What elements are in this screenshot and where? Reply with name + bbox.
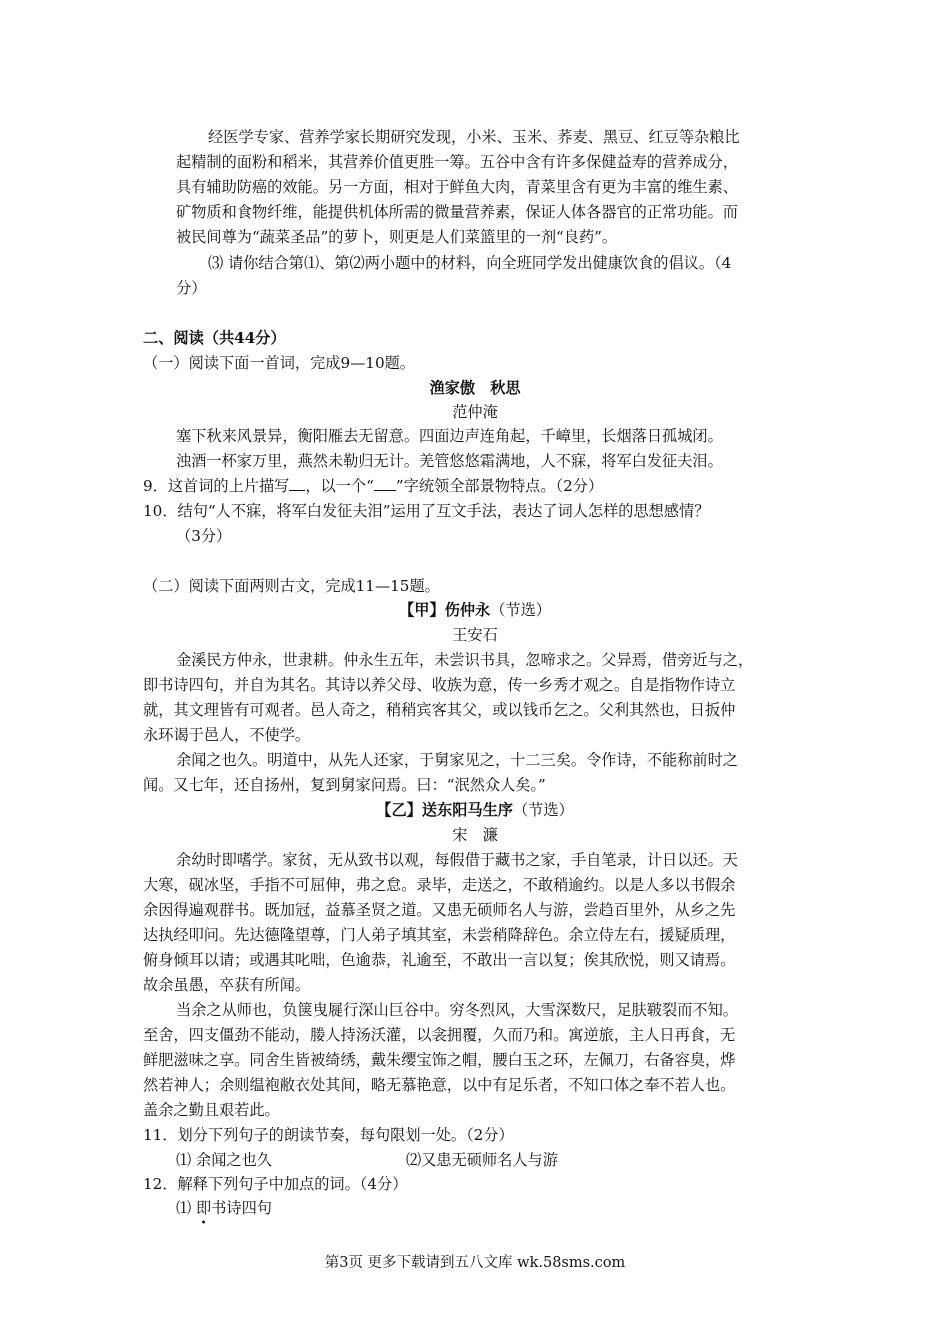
yi-note: （节选） (512, 801, 574, 819)
passage-line: 经医学专家、营养学家长期研究发现，小米、玉米、荞麦、黑豆、红豆等杂粮比 (208, 128, 740, 146)
yi-line: 至舍，四支僵劲不能动，媵人持汤沃灌，以衾拥覆，久而乃和。寓逆旅，主人日再食，无 (143, 1026, 736, 1044)
q9-text: ”字统领全部景物特点。（2分） (395, 477, 604, 495)
question-12-a (176, 1196, 272, 1220)
yi-title (0, 798, 950, 822)
passage-line: 起精制的面粉和稻米，其营养价值更胜一筹。五谷中含有许多保健益寿的营养成分， (176, 153, 738, 171)
q12-rest: 书诗四句 (211, 1199, 272, 1217)
jia-line: 就，其文理皆有可观者。邑人奇之，稍稍宾客其父，或以钱币乞之。父利其然也，日扳仲 (143, 701, 736, 719)
poem-title: 渔家傲 秋思 (429, 379, 521, 397)
q9-text: 9．这首词的上片描写 (143, 477, 290, 495)
question-11-b: ⑵又患无硕师名人与游 (406, 1151, 558, 1169)
yi-line: 当余之从师也，负箧曳屣行深山巨谷中。穷冬烈风，大雪深数尺，足肤皲裂而不知。 (176, 1001, 738, 1019)
yi-line: 故余虽愚，卒获有所闻。 (143, 976, 311, 994)
yi-line: 达执经叩问。先达德隆望尊，门人弟子填其室，未尝稍降辞色。余立侍左右，援疑质理， (143, 926, 736, 944)
yi-line: 余幼时即嗜学。家贫，无从致书以观，每假借于藏书之家，手自笔录，计日以还。天 (176, 851, 738, 869)
question-12: 12．解释下列句子中加点的词。（4分） (143, 1175, 408, 1193)
q12-prefix: ⑴ (176, 1199, 197, 1217)
jia-line: 永环谒于邑人，不使学。 (143, 726, 311, 744)
jia-name: 伤仲永 (444, 601, 491, 619)
yi-line: 余因得遍观群书。既加冠，益慕圣贤之道。又患无硕师名人与游，尝趋百里外，从乡之先 (143, 901, 736, 919)
jia-author: 王安石 (452, 626, 498, 644)
poem-line: 浊酒一杯家万里，燕然未勒归无计。羌管悠悠霜满地，人不寐，将军白发征夫泪。 (176, 452, 723, 470)
section-title: 二、阅读（共44分） (143, 329, 286, 347)
question-11-a: ⑴ 余闻之也久 (176, 1151, 272, 1169)
yi-author: 宋 濂 (452, 826, 498, 844)
question-9 (143, 474, 603, 498)
question-3-cont: 分） (176, 279, 207, 297)
part2-intro: （二）阅读下面两则古文，完成11—15题。 (143, 577, 440, 595)
page-footer: 第3页 更多下载请到五八文库 wk.58sms.com (324, 1255, 626, 1271)
question-10-cont: （3分） (176, 527, 232, 545)
dotted-word: 即 (196, 1199, 212, 1217)
yi-bracket: 【乙】 (376, 801, 422, 819)
jia-bracket: 【甲】 (399, 601, 445, 619)
answer-blank[interactable] (374, 476, 396, 491)
jia-line: 余闻之也久。明道中，从先人还家，于舅家见之，十二三矣。令作诗，不能称前时之 (176, 751, 738, 769)
yi-line: 然若神人；余则缊袍敝衣处其间，略无慕艳意，以中有足乐者，不知口体之奉不若人也。 (143, 1076, 736, 1094)
yi-line: 俯身倾耳以请；或遇其叱咄，色逾恭，礼逾至，不敢出一言以复；俟其欣悦，则又请焉。 (143, 951, 736, 969)
jia-note: （节选） (490, 601, 551, 619)
poem-line: 塞下秋来风景异，衡阳雁去无留意。四面边声连角起，千嶂里，长烟落日孤城闭。 (176, 427, 723, 445)
q9-text: ，以一个“ (305, 477, 374, 495)
yi-line: 大寒，砚冰坚，手指不可屈伸，弗之怠。录毕，走送之，不敢稍逾约。以是人多以书假余 (143, 876, 736, 894)
yi-line: 鲜肥滋味之享。同舍生皆被绮绣，戴朱缨宝饰之帽，腰白玉之环，左佩刀，右备容臭，烨 (143, 1051, 736, 1069)
poem-author: 范仲淹 (452, 403, 498, 421)
jia-title (0, 598, 950, 622)
answer-blank[interactable] (289, 476, 305, 491)
jia-line: 闻。又七年，还自扬州，复到舅家问焉。曰：“泯然众人矣。” (143, 776, 546, 794)
jia-line: 金溪民方仲永，世隶耕。仲永生五年，未尝识书具，忽啼求之。父异焉，借旁近与之， (176, 651, 754, 669)
question-3: ⑶ 请你结合第⑴、第⑵两小题中的材料，向全班同学发出健康饮食的倡议。（4 (208, 254, 732, 272)
part1-intro: （一）阅读下面一首词，完成9—10题。 (143, 354, 415, 372)
yi-name: 送东阳马生序 (421, 801, 513, 819)
question-10: 10．结句“人不寐，将军白发征夫泪”运用了互文手法，表达了词人怎样的思想感情？ (143, 502, 710, 520)
passage-line: 矿物质和食物纤维，能提供机体所需的微量营养素，保证人体各器官的正常功能。而 (176, 203, 738, 221)
yi-line: 盖余之勤且艰若此。 (143, 1101, 280, 1119)
jia-line: 即书诗四句，并自为其名。其诗以养父母、收族为意，传一乡秀才观之。自是指物作诗立 (143, 676, 736, 694)
passage-line: 具有辅助防癌的效能。另一方面，相对于鲜鱼大肉，青菜里含有更为丰富的维生素、 (176, 178, 738, 196)
passage-line: 被民间尊为“蔬菜圣品”的萝卜，则更是人们菜篮里的一剂“良药”。 (176, 228, 618, 246)
question-11: 11．划分下列句子的朗读节奏，每句限划一处。（2分） (143, 1126, 514, 1144)
